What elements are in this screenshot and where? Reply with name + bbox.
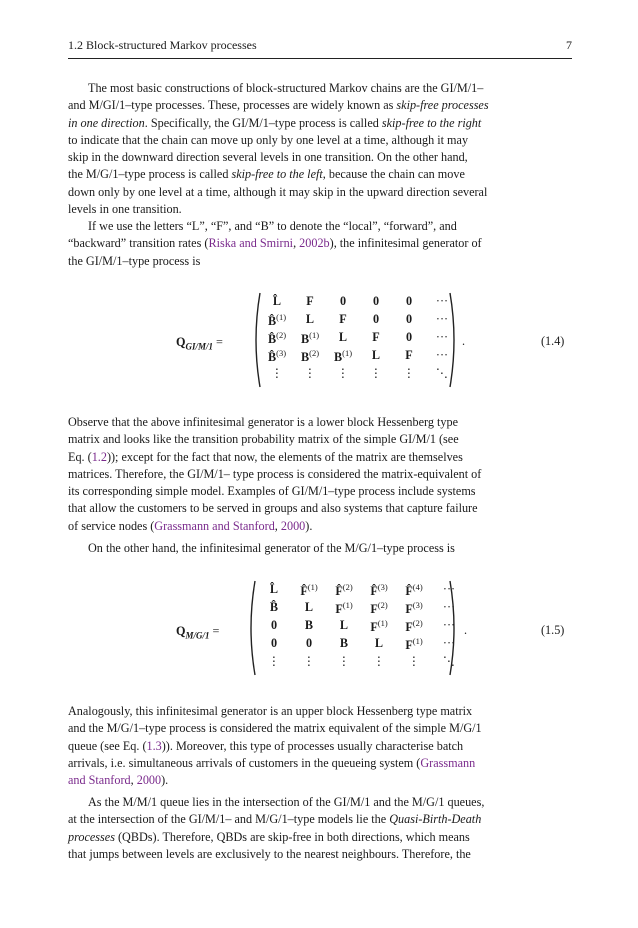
eq14-cell-r5-c3: ⋮ (336, 366, 350, 380)
running-head (68, 38, 572, 54)
eq14-cell-r4-c6: ··· (435, 348, 449, 362)
eq15-cell-r3-c5: $F^{(2)}$ (405, 618, 423, 635)
page-number: 7 (566, 38, 572, 52)
eq15-cell-r4-c3: B (339, 636, 349, 650)
eq14-cell-r3-c6: ··· (435, 330, 449, 344)
p3-comma: , (274, 518, 281, 533)
eq15-cell-r3-c1: 0 (270, 618, 278, 632)
p3-line-2: matrix and looks like the transition probability matrix of the simple GI/M/1 (see (68, 432, 459, 447)
eq15-cell-r4-c2: 0 (305, 636, 313, 650)
eq14-sub: GI/M/1 (185, 341, 213, 352)
eq15-cell-r4-c4: L (374, 636, 384, 650)
eq14-equals: = (216, 335, 223, 349)
p1-line-7: down only by one level at a time, although it may skip in the upward direction several (68, 184, 488, 199)
eq14-cell-r2-c2: L (305, 312, 315, 326)
p2-comma: , (293, 236, 300, 251)
eq15-sub: M/G/1 (185, 630, 210, 641)
eq14-cell-r1-c5: 0 (405, 294, 413, 308)
paragraph-4 (68, 540, 572, 557)
eq14-lhs (176, 335, 223, 351)
eq14-cell-r2-c3: F (339, 312, 347, 326)
p5-line-1: Analogously, this infinitesimal generator is an upper block Hessenberg type matrix (68, 704, 473, 718)
eq15-cell-r4-c1: 0 (270, 636, 278, 650)
p5-line-3: queue (see Eq. ( (68, 738, 147, 753)
p3-line-6: that allow the customers to be served in groups and also systems that capture failure (68, 501, 478, 516)
eq14-cell-r2-c5: 0 (405, 312, 413, 326)
ref-eq-1-3[interactable]: 1.3 (146, 738, 162, 753)
citation-year-2002b[interactable]: 2002b (299, 236, 330, 251)
paragraph-1 (68, 80, 572, 218)
eq14-cell-r4-c3: $B^{(1)}$ (333, 348, 353, 365)
emph-skip-free-left: skip-free to the left (231, 167, 323, 182)
paragraph-2 (68, 218, 572, 270)
eq14-cell-r3-c3: L (338, 330, 348, 344)
eq14-cell-r1-c3: 0 (339, 294, 347, 308)
paragraph-3 (68, 414, 572, 535)
p5-comma: , (130, 773, 137, 788)
p1-line-6-end: , because the chain can move (322, 167, 465, 182)
eq15-cell-r1-c3: F̂$^{(2)}$ (335, 582, 353, 599)
p5-line-3-end: )). Moreover, this type of processes usually characterise batch (161, 738, 464, 753)
eq14-cell-r3-c5: 0 (405, 330, 413, 344)
eq15-cell-r5-c1: ⋮ (267, 654, 281, 668)
p2-line-1: If we use the letters “L”, “F”, and “B” to denote the “local”, “forward”, and (88, 219, 457, 233)
emph-one-direction: in one direction (68, 115, 145, 130)
eq14-cell-r5-c6: ⋱ (435, 366, 449, 380)
eq14-cell-r5-c4: ⋮ (369, 366, 383, 380)
p1-line-1: The most basic constructions of block-structured Markov chains are the GI/M/1– (88, 81, 484, 95)
p6-line-1: As the M/M/1 queue lies in the intersection of the GI/M/1 and the M/G/1 queues, (88, 795, 485, 809)
eq14-cell-r2-c6: ··· (435, 312, 449, 326)
p1-line-4: to indicate that the chain can move up only by one level at a time, although it may (68, 132, 469, 147)
eq14-cell-r3-c2: $B^{(1)}$ (300, 330, 320, 347)
eq14-cell-r1-c4: 0 (372, 294, 380, 308)
eq15-cell-r5-c5: ⋮ (407, 654, 421, 668)
p6-line-4: that jumps between levels are exclusively to the nearest neighbours. Therefore, the (68, 846, 471, 861)
p3-line-7: of service nodes ( (68, 518, 155, 533)
eq14-cell-r3-c1: B̂$^{(2)}$ (267, 330, 287, 347)
eq15-cell-r2-c6: ··· (442, 600, 456, 614)
p6-line-2: at the intersection of the GI/M/1– and M/G/1–type models lie the (68, 812, 390, 827)
eq15-cell-r5-c2: ⋮ (302, 654, 316, 668)
p3-line-5: its corresponding simple model. Examples of GI/M/1–type process include systems (68, 484, 476, 499)
eq14-cell-r3-c4: F (372, 330, 380, 344)
ref-eq-1-2[interactable]: 1.2 (91, 449, 107, 464)
citation-stanford-2[interactable]: and Stanford (68, 773, 131, 788)
p1-line-6: the M/G/1–type process is called (68, 167, 232, 182)
citation-riska[interactable]: Riska and Smirni (208, 236, 294, 251)
eq15-cell-r1-c4: F̂$^{(3)}$ (370, 582, 388, 599)
eq14-matrix (250, 290, 460, 390)
p5-line-5-end: ). (161, 773, 169, 788)
eq15-lhs (176, 624, 219, 640)
eq14-cell-r4-c1: B̂$^{(3)}$ (267, 348, 287, 365)
p3-line-1: Observe that the above infinitesimal generator is a lower block Hessenberg type (68, 415, 458, 429)
p2-line-2: “backward” transition rates ( (68, 236, 209, 251)
eq14-cell-r2-c1: B̂$^{(1)}$ (267, 312, 287, 329)
eq15-cell-r2-c3: $F^{(1)}$ (335, 600, 353, 617)
p2-line-3: the GI/M/1–type process is (68, 253, 201, 268)
eq15-cell-r3-c3: L (339, 618, 349, 632)
eq15-cell-r1-c6: ··· (442, 582, 456, 596)
citation-grassmann-2[interactable]: Grassmann (420, 755, 476, 770)
section-title: 1.2 Block-structured Markov processes (68, 38, 257, 52)
eq15-cell-r2-c2: L (304, 600, 314, 614)
eq14-label: (1.4) (541, 334, 565, 348)
eq14-q: Q (176, 335, 186, 349)
eq15-cell-r1-c1: L̂ (269, 582, 279, 596)
eq15-cell-r2-c5: $F^{(3)}$ (405, 600, 423, 617)
eq15-cell-r5-c4: ⋮ (372, 654, 386, 668)
eq14-cell-r2-c4: 0 (372, 312, 380, 326)
p5-line-4: arrivals, i.e. simultaneous arrivals of customers in the queueing system ( (68, 755, 421, 770)
eq15-cell-r5-c6: ⋱ (442, 654, 456, 668)
eq15-period: . (464, 623, 468, 637)
eq14-cell-r1-c6: ··· (435, 294, 449, 308)
emph-qbd: Quasi-Birth-Death (389, 812, 482, 827)
eq15-cell-r3-c2: B (304, 618, 314, 632)
emph-skip-free: skip-free processes (396, 98, 489, 113)
eq15-q: Q (176, 624, 186, 638)
eq14-cell-r4-c5: F (405, 348, 413, 362)
eq15-cell-r4-c5: $F^{(1)}$ (405, 636, 423, 653)
eq15-cell-r2-c4: $F^{(2)}$ (370, 600, 388, 617)
citation-year-2000[interactable]: 2000 (280, 518, 306, 533)
header-rule (68, 58, 572, 59)
eq14-cell-r1-c1: L̂ (272, 294, 282, 308)
p4-line-1: On the other hand, the infinitesimal generator of the M/G/1–type process is (88, 541, 455, 555)
p2-line-2-end: ), the infinitesimal generator of (329, 236, 482, 251)
citation-year-2000-2[interactable]: 2000 (136, 773, 162, 788)
p1-line-2: and M/GI/1–type processes. These, processes are widely known as (68, 98, 397, 113)
emph-skip-free-right: skip-free to the right (381, 115, 482, 130)
p1-line-8: levels in one transition. (68, 202, 182, 217)
p3-line-7-end: ). (305, 518, 313, 533)
eq15-cell-r3-c4: $F^{(1)}$ (370, 618, 388, 635)
paragraph-5 (68, 703, 572, 789)
p3-line-3-end: )); except for the fact that now, the elements of the matrix are themselves (106, 449, 463, 464)
eq15-cell-r1-c5: F̂$^{(4)}$ (405, 582, 423, 599)
p1-line-3: . Specifically, the GI/M/1–type process is called (144, 115, 382, 130)
paragraph-6 (68, 794, 572, 863)
eq15-cell-r3-c6: ··· (442, 618, 456, 632)
p1-line-5: skip in the downward direction several levels in one transition. On the other hand, (68, 150, 468, 165)
citation-grassmann[interactable]: Grassmann and Stanford (154, 518, 275, 533)
p3-line-4: matrices. Therefore, the GI/M/1– type process is considered the matrix-equivalent of (68, 466, 482, 481)
p5-line-2: and the M/G/1–type process is considered the matrix equivalent of the simple M/G/1 (68, 721, 482, 736)
p6-line-3: (QBDs). Therefore, QBDs are skip-free in both directions, which means (114, 829, 470, 844)
eq14-cell-r4-c2: $B^{(2)}$ (300, 348, 320, 365)
emph-processes: processes (68, 829, 115, 844)
eq14-cell-r4-c4: L (371, 348, 381, 362)
eq15-matrix (245, 578, 460, 678)
eq14-cell-r5-c2: ⋮ (303, 366, 317, 380)
p3-line-3: Eq. ( (68, 449, 92, 464)
eq14-period: . (462, 334, 466, 348)
eq15-label: (1.5) (541, 623, 565, 637)
eq14-cell-r1-c2: F (306, 294, 314, 308)
eq15-cell-r4-c6: ··· (442, 636, 456, 650)
eq15-cell-r1-c2: F̂$^{(1)}$ (300, 582, 318, 599)
eq15-equals: = (212, 624, 220, 638)
eq15-cell-r5-c3: ⋮ (337, 654, 351, 668)
eq14-cell-r5-c5: ⋮ (402, 366, 416, 380)
eq15-cell-r2-c1: B̂ (269, 600, 279, 614)
eq14-cell-r5-c1: ⋮ (270, 366, 284, 380)
